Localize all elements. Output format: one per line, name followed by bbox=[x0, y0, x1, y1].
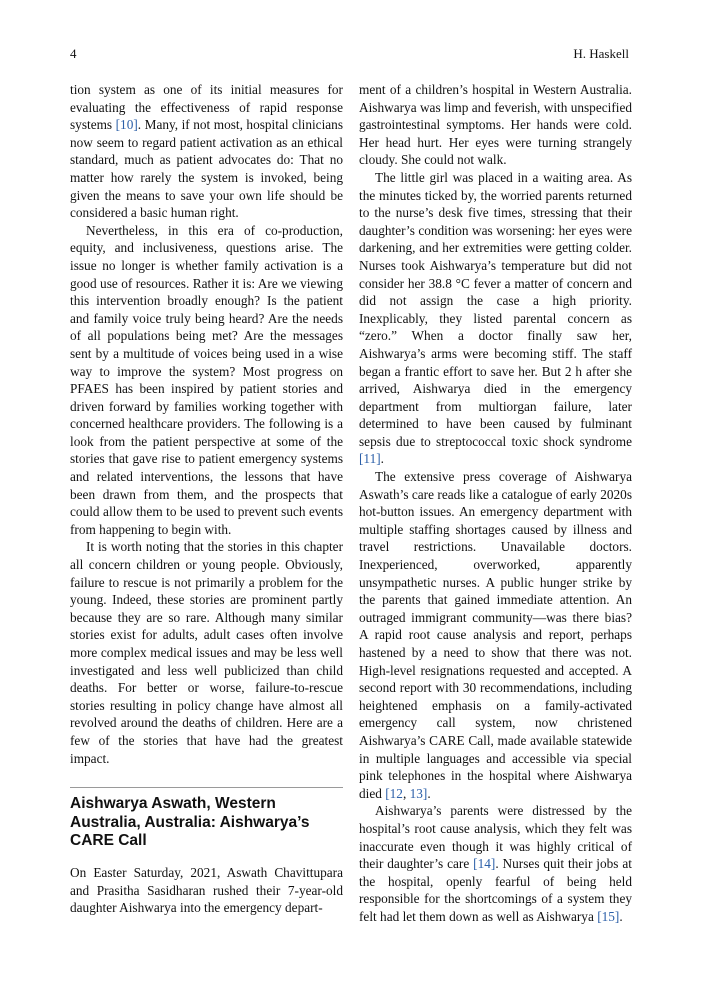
citation-link[interactable]: [11] bbox=[359, 451, 381, 467]
right-column bbox=[359, 81, 632, 926]
section-intro-paragraph: On Easter Saturday, 2021, Aswath Chavittupara and Prasitha Sasidharan rushed their 7-year-old daughter Aishwarya into the emergency depart- bbox=[70, 865, 343, 916]
paragraph-text: . Many, if not most, hospital clinicians now seem to regard patient activation as an ethical standard, much as patient advocates do: That no matter how rarely the system is invoked, being given the means to save your own life should be considered a basic human right. bbox=[70, 117, 344, 221]
paragraph-text: Aishwarya’s parents were distressed by the hospital’s root cause analysis, which they felt was inaccurate even though it was highly critical of their daughter’s care bbox=[359, 803, 632, 872]
paragraph-text: tion system as one of its initial measures for evaluating the effectiveness of rapid response systems bbox=[70, 82, 343, 133]
paragraph-text: The extensive press coverage of Aishwarya Aswath’s care reads like a catalogue of early 2020s hot-button issues. An emergency department with multiple staffing shortages caused by illness and travel restrictions. Unavailable doctors. Inexperienced, overworked, apparently unsympathetic nurses. A public hunger strike by the parents that gained immediate attention. An outraged immigrant community—was there bias? A rapid root cause analysis and report, perhaps hastened by a need to show that there was not. High-level resignations requested and accepted. A second report with 30 recommendations, including heightened emphasis on a family-activated emergency call system, now christened Aishwarya’s CARE Call, made available statewide in multiple languages and accessible via special pink telephones in the hospital where Aishwarya died bbox=[359, 469, 632, 801]
paragraph bbox=[70, 81, 343, 222]
citation-link[interactable]: [12 bbox=[385, 785, 403, 801]
paragraph bbox=[359, 169, 632, 468]
running-head: H. Haskell bbox=[573, 46, 629, 61]
paragraph: It is worth noting that the stories in this chapter all concern children or young people. Obviously, failure to rescue is not primarily a problem for the young. Indeed, these stories are prominent partly because they are so rare. Although many similar stories exist for adults, adult cases often involve more complex medical issues and may be less well investigated and less well publicized than child deaths. For better or worse, failure-to-rescue stories resulting in policy change have almost all revolved around the deaths of children. Here are a few of the stories that have had the greatest impact. bbox=[70, 539, 343, 766]
paragraph: Nevertheless, in this era of co-production, equity, and inclusiveness, questions arise. The issue no longer is whether family activation is a good use of resources. Rather it is: Are we viewing this intervention broadly enough? Is the patient and family voice truly being heard? Are the needs of all populations being met? Are the messages sent by a multitude of voices being used in a wise way to improve the system? Most progress on PFAES has been inspired by patient stories and driven forward by families working together with concerned healthcare providers. The following is a look from the patient perspective at some of the stories that gave rise to patient emergency systems and related interventions, the lessons that have been drawn from them, and the prospects that could allow them to be used to prevent such events from happening to begin with. bbox=[70, 222, 343, 537]
section-heading: Aishwarya Aswath, Western Australia, Australia: Aishwarya’s CARE Call bbox=[70, 795, 310, 849]
citation-link[interactable]: 13] bbox=[409, 785, 428, 801]
left-column bbox=[70, 81, 343, 767]
citation-link[interactable]: [15] bbox=[597, 908, 620, 924]
citation-link[interactable]: [10] bbox=[115, 117, 138, 133]
paragraph-text: . bbox=[427, 785, 431, 801]
citation-link[interactable]: [14] bbox=[473, 856, 496, 872]
paragraph-text: . bbox=[619, 908, 623, 924]
paragraph-text: The little girl was placed in a waiting area. As the minutes ticked by, the worried parents returned to the nurse’s desk five times, stressing that their daughter’s condition was worsening: her eyes were darkening, and her extremities were getting colder. Nurses took Aishwarya’s temperature but did not consider her 38.8 °C fever a matter of concern and did not assign the case a high priority. Inexplicably, they listed parental concern as “zero.” When a doctor finally saw her, Aishwarya’s arms were becoming stiff. The staff began a frantic effort to save her. But 2 h after she arrived, Aishwarya died in the emergency department from multiorgan failure, later determined to have been caused by fulminant sepsis due to streptococcal toxic shock syndrome bbox=[359, 169, 632, 449]
paragraph-text: . bbox=[380, 451, 384, 467]
paragraph bbox=[359, 802, 632, 925]
section-divider bbox=[70, 787, 343, 788]
paragraph bbox=[359, 468, 632, 802]
page-number: 4 bbox=[70, 46, 77, 61]
paragraph: ment of a children’s hospital in Western Australia. Aishwarya was limp and feverish, with unspecified gastrointestinal symptoms. Her hands were cold. Her head hurt. Her eyes were turning strangely cloudy. She could not walk. bbox=[359, 82, 632, 168]
paragraph-text: . Nurses quit their jobs at the hospital, openly fearful of being held responsible for the shortcomings of a system they felt had let them down as well as Aishwarya bbox=[359, 856, 632, 924]
paragraph-text: , bbox=[402, 785, 410, 801]
